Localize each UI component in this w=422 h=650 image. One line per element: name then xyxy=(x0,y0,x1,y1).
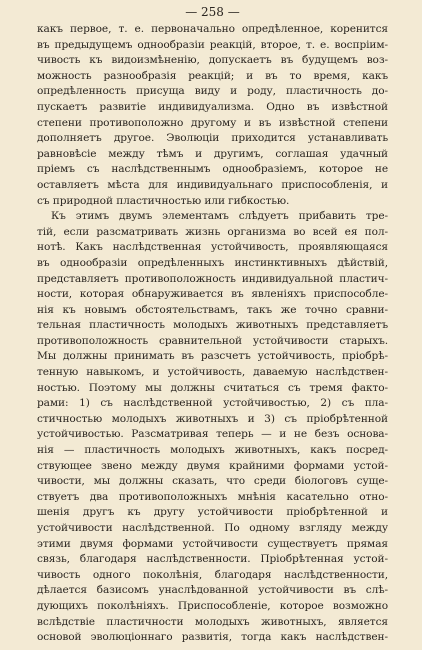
text-line: оставляетъ мѣста для индивидуальнаго приспособленія, и xyxy=(37,178,388,191)
text-line: дующихъ поколѣніяхъ. Приспособленіе, которое возможно xyxy=(37,599,388,612)
text-line: рами: 1) съ наслѣдственной устойчивостью, 2) съ пла- xyxy=(37,397,388,410)
text-line: устойчивости наслѣдственной. По одному взгляду между xyxy=(37,522,388,534)
text-line: основой эволюціоннаго развитія, тогда какъ наслѣдствен- xyxy=(37,631,388,644)
text-line: стичностью молодыхъ животныхъ и 3) съ пріобрѣтенной xyxy=(37,412,388,425)
text-line: нія — пластичность молодыхъ животныхъ, какъ посред- xyxy=(37,444,388,457)
text-line: степени противоположно другому и въ извѣстной степени xyxy=(37,116,388,129)
text-line: тій, если разсматривать жизнь организма во всей ея пол- xyxy=(37,225,388,238)
text-line: въ предыдущемъ однообразіи реакцій, второе, т. е. воспріим- xyxy=(37,38,388,51)
text-line: чивость къ видоизмѣненію, допускаетъ въ будущемъ воз- xyxy=(37,54,388,67)
text-line: этими двумя формами устойчивости существуетъ прямая xyxy=(37,537,388,550)
text-line: ностью. Поэтому мы должны считаться съ тремя факто- xyxy=(37,381,388,394)
text-line: тенную навыкомъ, и устойчивость, даваемую наслѣдствен- xyxy=(37,366,388,379)
text-line: можность разнообразія реакцій; и въ то время, какъ xyxy=(37,69,388,82)
paragraph-2 xyxy=(37,209,388,646)
text-line: опредѣленность присуща виду и роду, пластичность до- xyxy=(37,85,388,98)
text-line: Къ этимъ двумъ элементамъ слѣдуетъ прибавить тре- xyxy=(51,210,388,223)
text-line: какъ первое, т. е. первоначально опредѣленное, коренится xyxy=(37,23,388,35)
text-line: противоположность сравнительной устойчивости старыхъ. xyxy=(37,334,388,347)
text-line: пускаетъ развитіе индивидуализма. Одно въ извѣстной xyxy=(37,100,388,113)
text-line: шенія другъ къ другу устойчивости пріобрѣтенной и xyxy=(37,506,388,519)
text-line: связь, благодаря наслѣдственности. Пріобрѣтенная устой- xyxy=(37,553,388,566)
text-line: ности, которая обнаруживается въ явленіяхъ приспособле- xyxy=(37,288,388,301)
text-line: тельная пластичность молодыхъ животныхъ представляетъ xyxy=(37,319,388,332)
text-line: ствующее звено между двумя крайними формами устой- xyxy=(37,459,388,472)
text-line: представляетъ противоположность индивидуальной пластич- xyxy=(37,272,388,285)
text-line: чивость одного поколѣнія, благодаря наслѣдственности, xyxy=(37,568,388,581)
page-number: — 258 — xyxy=(185,5,240,19)
text-line: дѣлается базисомъ унаслѣдованной устойчивости въ слѣ- xyxy=(37,584,388,597)
text-line: Мы должны принимать въ разсчетъ устойчивость, пріобрѣ- xyxy=(37,350,388,363)
text-line: дополняетъ другое. Эволюціи приходится устанавливать xyxy=(37,132,388,145)
text-line: равновѣсіе между тѣмъ и другимъ, соглашая удачный xyxy=(37,147,388,160)
text-line: съ природной пластичностью или гибкостью. xyxy=(37,194,290,207)
text-line: чивости, мы должны сказать, что среди біологовъ суще- xyxy=(37,475,388,488)
body-text xyxy=(37,22,388,646)
paragraph-1 xyxy=(37,22,388,209)
text-line: нотѣ. Какъ наслѣдственная устойчивость, проявляющаяся xyxy=(37,241,388,254)
text-line: ствуетъ два противоположныхъ мнѣнія касательно отно- xyxy=(37,490,388,503)
text-line: устойчивостью. Разсматривая теперь — и не безъ основа- xyxy=(37,428,388,441)
text-line: вслѣдствіе пластичности молодыхъ животныхъ, является xyxy=(37,615,388,628)
text-line: въ однообразіи опредѣленныхъ инстинктивныхъ дѣйствій, xyxy=(37,256,388,269)
text-line: пріемъ съ наслѣдственнымъ однообразіемъ, которое не xyxy=(37,163,388,176)
text-line: нія къ новымъ обстоятельствамъ, такъ же точно сравни- xyxy=(37,303,388,316)
